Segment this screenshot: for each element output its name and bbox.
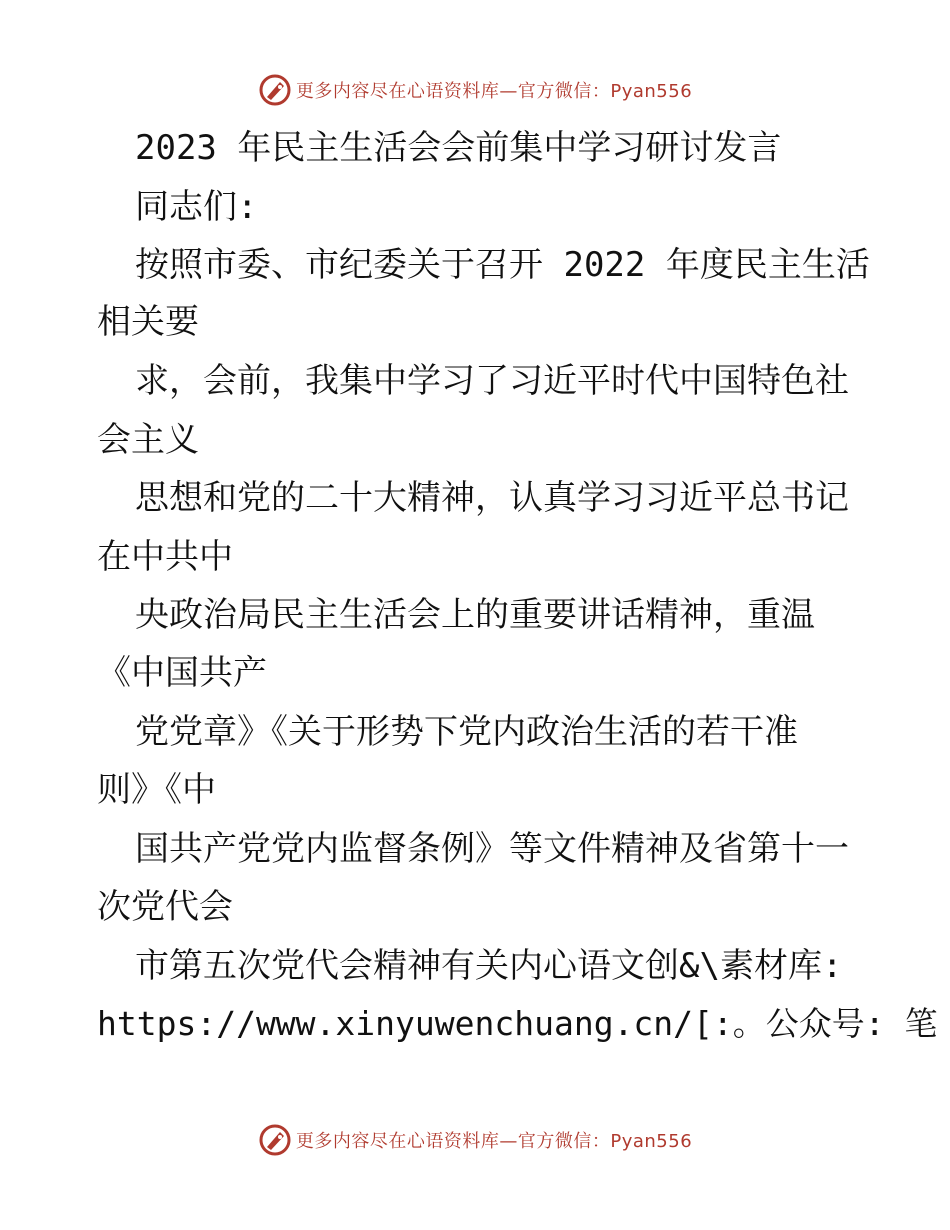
doc-line-7: 央政治局民主生活会上的重要讲话精神，重温 xyxy=(135,595,815,635)
header-banner-text: 更多内容尽在心语资料库—官方微信：Pyan556 xyxy=(295,81,693,102)
pen-nib-logo-icon xyxy=(258,1123,292,1157)
doc-line-4: 会主义 xyxy=(97,420,199,460)
doc-line-11: 国共产党党内监督条例》等文件精神及省第十一 xyxy=(135,829,849,869)
doc-line-12: 次党代会 xyxy=(97,887,233,927)
doc-line-8: 《中国共产 xyxy=(97,653,267,693)
doc-line-14: https://www.xinyuwenchuang.cn/[:。公众号: 笔 xyxy=(97,1004,938,1043)
header-banner xyxy=(0,70,950,110)
document-title: 2023 年民主生活会会前集中学习研讨发言 xyxy=(135,128,782,168)
doc-line-2: 相关要 xyxy=(97,302,199,342)
doc-line-3: 求，会前，我集中学习了习近平时代中国特色社 xyxy=(135,361,849,401)
doc-line-5: 思想和党的二十大精神，认真学习习近平总书记 xyxy=(135,478,849,518)
doc-line-13: 市第五次党代会精神有关内心语文创&\素材库: xyxy=(135,946,843,986)
doc-line-6: 在中共中 xyxy=(97,537,233,577)
footer-banner xyxy=(0,1120,950,1160)
pen-nib-logo-icon xyxy=(258,73,292,107)
doc-line-9: 党党章》《关于形势下党内政治生活的若干准 xyxy=(135,712,798,752)
doc-line-10: 则》《中 xyxy=(97,770,216,810)
doc-line-0: 同志们: xyxy=(135,187,258,227)
footer-banner-text: 更多内容尽在心语资料库—官方微信：Pyan556 xyxy=(295,1131,693,1152)
doc-line-1: 按照市委、市纪委关于召开 2022 年度民主生活 xyxy=(135,245,870,285)
